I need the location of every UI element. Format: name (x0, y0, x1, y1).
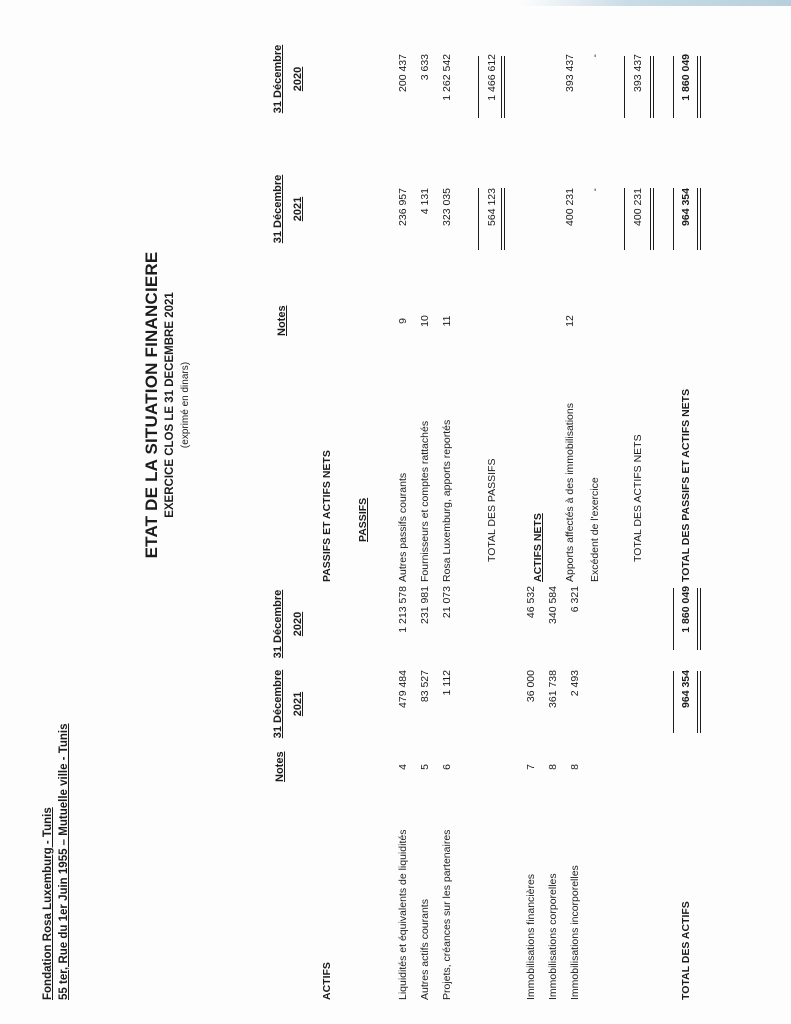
right-notes-label: Notes (276, 305, 288, 336)
actifs-row-2020: 21 073 (441, 586, 453, 619)
actifs-row-2020: 6 321 (569, 586, 581, 613)
left-col-2020-header (268, 584, 308, 664)
actifs-row-label: Immobilisations corporelles (547, 873, 559, 1000)
actifs-nets-row-2021: - (589, 188, 601, 192)
left-col-2020-line1: 31 Décembre (272, 589, 284, 659)
actifs-row-label: Liquidités et équivalents de liquidités (397, 829, 409, 1000)
passifs-row-label: Autres passifs courants (397, 472, 409, 582)
document-subtitle: EXERCICE CLOS LE 31 DECEMBRE 2021 (164, 292, 176, 518)
grand-total-label: TOTAL DES PASSIFS ET ACTIFS NETS (680, 388, 692, 582)
grand-total-rule-2021 (673, 188, 674, 250)
actifs-row-2020: 46 532 (525, 586, 537, 619)
left-notes-label: Notes (274, 751, 286, 782)
org-address: 55 ter, Rue du 1er Juin 1955 – Mutuelle ville - Tunis (58, 723, 70, 1000)
passifs-row-2021: 4 131 (419, 188, 431, 215)
left-col-2021-line1: 31 Décembre (272, 669, 284, 739)
actifs-nets-row-label: Apports affectés à des immobilisations (564, 403, 576, 582)
actifs-row-2021: 36 000 (525, 670, 537, 703)
passifs-total-rule-2020 (478, 56, 479, 118)
grand-total-double-rule-2021 (697, 188, 701, 250)
passifs-total-rule-2021 (478, 188, 479, 250)
actifs-total-rule-2020 (673, 588, 674, 650)
actifs-row-label: Projets, créances sur les partenaires (441, 829, 453, 1000)
actifs-row-label: Immobilisations financières (525, 873, 537, 1000)
passifs-row-note: 9 (397, 318, 409, 324)
passifs-row-2020: 1 262 542 (441, 54, 453, 101)
actifs-nets-heading: ACTIFS NETS (532, 513, 544, 582)
actifs-nets-row-label: Excédent de l'exercice (589, 477, 601, 582)
actifs-row-note: 4 (397, 764, 409, 770)
passifs-row-label: Fournisseurs et comptes rattachés (419, 420, 431, 582)
passifs-row-2020: 3 633 (419, 54, 431, 81)
right-col-2021-header (268, 169, 308, 249)
actifs-nets-row-note: 12 (564, 315, 576, 327)
actifs-row-2020: 231 981 (419, 586, 431, 624)
passifs-row-note: 11 (441, 315, 453, 327)
actifs-nets-total-label: TOTAL DES ACTIFS NETS (632, 434, 644, 562)
grand-total-double-rule-2020 (697, 56, 701, 118)
grand-total-2021: 964 354 (680, 188, 692, 226)
passifs-row-label: Rosa Luxemburg, apports reportés (441, 419, 453, 582)
actifs-total-double-rule-2020 (697, 588, 701, 650)
right-col-2020-line1: 31 Décembre (272, 44, 284, 114)
actifs-nets-total-2020: 393 437 (632, 54, 644, 92)
grand-total-2020: 1 860 049 (680, 54, 692, 101)
actifs-row-2020: 340 584 (547, 586, 559, 624)
actifs-row-2021: 1 112 (441, 670, 453, 696)
actifs-row-2021: 83 527 (419, 670, 431, 703)
actifs-total-rule-2021 (673, 671, 674, 733)
left-col-2020-line2: 2020 (292, 611, 304, 637)
passifs-subheading: PASSIFS (357, 497, 369, 542)
left-notes-header (270, 752, 290, 782)
passifs-total-label: TOTAL DES PASSIFS (486, 458, 498, 562)
passifs-actifs-nets-heading: PASSIFS ET ACTIFS NETS (321, 450, 333, 582)
left-col-2021-header (268, 664, 308, 744)
left-col-2021-line2: 2021 (292, 691, 304, 717)
document-title: ETAT DE LA SITUATION FINANCIERE (142, 251, 161, 559)
actifs-row-note: 7 (525, 764, 537, 770)
actifs-total-label: TOTAL DES ACTIFS (680, 901, 692, 1000)
actifs-row-label: Immobilisations incorporelles (569, 865, 581, 1000)
right-col-2021-line1: 31 Décembre (272, 174, 284, 244)
actifs-total-2020: 1 860 049 (680, 586, 692, 633)
right-col-2021-line2: 2021 (292, 196, 304, 222)
actifs-total-double-rule-2021 (697, 671, 701, 733)
passifs-row-2020: 200 437 (397, 54, 409, 92)
actifs-nets-row-2020: 393 437 (564, 54, 576, 92)
passifs-total-double-rule-2021 (501, 188, 505, 250)
actifs-row-2021: 361 738 (547, 670, 559, 708)
passifs-row-2021: 236 957 (397, 188, 409, 226)
passifs-total-2020: 1 466 612 (486, 54, 498, 101)
actifs-row-note: 8 (569, 764, 581, 770)
passifs-total-double-rule-2020 (501, 56, 505, 118)
passifs-row-2021: 323 035 (441, 188, 453, 226)
actifs-nets-total-rule-2021 (624, 188, 625, 250)
actifs-nets-total-rule-2020 (624, 56, 625, 118)
actifs-row-2021: 2 493 (569, 670, 581, 697)
actifs-nets-row-2021: 400 231 (564, 188, 576, 226)
actifs-row-note: 5 (419, 764, 431, 770)
actifs-nets-row-2020: - (589, 54, 601, 58)
actifs-nets-total-double-rule-2020 (650, 56, 654, 118)
actifs-row-2020: 1 213 578 (397, 586, 409, 633)
actifs-nets-total-double-rule-2021 (650, 188, 654, 250)
actifs-heading: ACTIFS (321, 962, 333, 1000)
passifs-total-2021: 564 123 (486, 188, 498, 226)
actifs-row-note: 6 (441, 764, 453, 770)
org-name: Fondation Rosa Luxemburg - Tunis (42, 807, 54, 1000)
passifs-row-note: 10 (419, 315, 431, 327)
actifs-nets-total-2021: 400 231 (632, 188, 644, 226)
right-col-2020-header (268, 39, 308, 119)
right-notes-header (272, 306, 292, 336)
actifs-row-note: 8 (547, 764, 559, 770)
actifs-total-2021: 964 354 (680, 670, 692, 708)
document-unit: (exprimé en dinars) (180, 361, 191, 449)
actifs-row-label: Autres actifs courants (419, 899, 431, 1000)
right-col-2020-line2: 2020 (292, 66, 304, 92)
actifs-row-2021: 479 484 (397, 670, 409, 708)
grand-total-rule-2020 (673, 56, 674, 118)
